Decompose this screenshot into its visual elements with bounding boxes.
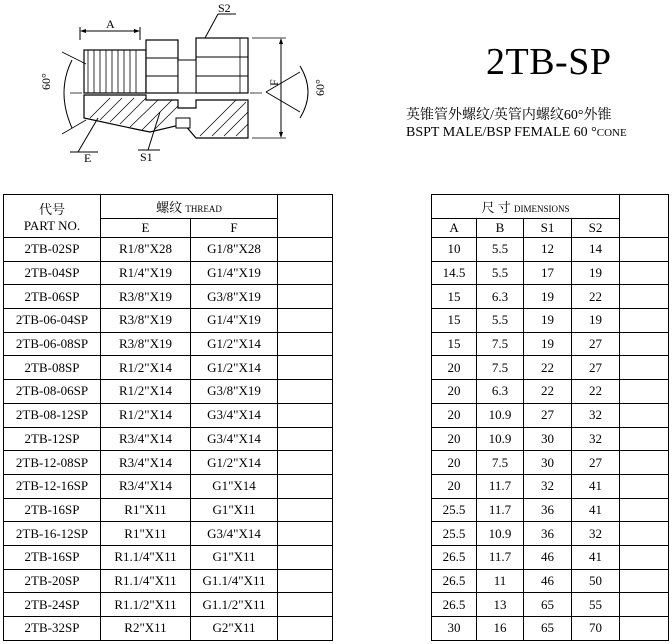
cell-dim-b: 10.9: [477, 522, 524, 546]
cell-dim-b: 6.3: [477, 380, 524, 404]
table-row: [4, 285, 669, 309]
cell-dim-a: 20: [432, 474, 477, 498]
cell-blank: [278, 522, 333, 546]
cell-part-no: 2TB-06-08SP: [4, 332, 101, 356]
header-dims-en: DIMENSIONS: [514, 204, 570, 214]
cell-dim-s2: 41: [572, 498, 620, 522]
cell-blank: [278, 332, 333, 356]
cell-dim-s2: 32: [572, 427, 620, 451]
cell-blank: [278, 617, 333, 641]
cell-dim-b: 7.5: [477, 332, 524, 356]
cell-dim-s2: 19: [572, 309, 620, 333]
cell-dim-b: 11.7: [477, 474, 524, 498]
cell-blank: [278, 593, 333, 617]
cell-gap: [333, 522, 432, 546]
cell-dim-a: 14.5: [432, 261, 477, 285]
table-row: [4, 522, 669, 546]
cell-blank: [278, 545, 333, 569]
cell-blank: [620, 332, 669, 356]
cell-dim-b: 10.9: [477, 403, 524, 427]
table-row: [4, 569, 669, 593]
cell-thread-e: R3/4"X14: [101, 451, 191, 475]
dim-f-label: F: [267, 79, 281, 86]
cell-part-no: 2TB-08-12SP: [4, 403, 101, 427]
cell-blank: [278, 380, 333, 404]
angle-right-label: 60°: [313, 79, 327, 96]
table-row: [4, 332, 669, 356]
cell-thread-f: G3/8"X19: [191, 380, 278, 404]
cell-thread-e: R2"X11: [101, 617, 191, 641]
cell-dim-b: 16: [477, 617, 524, 641]
cell-dim-s1: 17: [524, 261, 572, 285]
table-row: [4, 474, 669, 498]
cell-thread-e: R1"X11: [101, 498, 191, 522]
cell-dim-a: 20: [432, 427, 477, 451]
table-row: [4, 238, 669, 262]
cell-thread-f: G3/4"X14: [191, 522, 278, 546]
cell-dim-s2: 22: [572, 380, 620, 404]
english-description-sub: CONE: [596, 127, 627, 139]
cell-part-no: 2TB-12-16SP: [4, 474, 101, 498]
cell-gap: [333, 238, 432, 262]
cell-dim-s2: 27: [572, 356, 620, 380]
table-row: [4, 545, 669, 569]
cell-thread-f: G2"X11: [191, 617, 278, 641]
table-row: [4, 498, 669, 522]
cell-dim-s2: 70: [572, 617, 620, 641]
cell-blank: [278, 427, 333, 451]
table-row: [4, 403, 669, 427]
chinese-description: 英锥管外螺纹/英管内螺纹60°外锥: [406, 108, 612, 123]
dim-a-label: A: [106, 17, 115, 31]
cell-gap: [333, 380, 432, 404]
cell-part-no: 2TB-16-12SP: [4, 522, 101, 546]
cell-part-no: 2TB-16SP: [4, 498, 101, 522]
header-col-e: E: [101, 219, 191, 238]
cell-thread-f: G3/8"X19: [191, 285, 278, 309]
header-col-s2: S2: [572, 219, 620, 238]
header-thread-en: THREAD: [185, 204, 222, 214]
header-thread-cn: 螺纹: [156, 200, 183, 215]
cell-thread-f: G1/2"X14: [191, 356, 278, 380]
cell-thread-f: G1/2"X14: [191, 451, 278, 475]
cell-dim-s1: 65: [524, 593, 572, 617]
header-col-b: B: [477, 219, 524, 238]
header-blank-1: [278, 195, 333, 238]
dim-s2-label: S2: [218, 1, 231, 15]
cell-part-no: 2TB-12SP: [4, 427, 101, 451]
header-blank-2: [620, 195, 669, 238]
cell-blank: [278, 451, 333, 475]
cell-thread-e: R3/8"X19: [101, 309, 191, 333]
cell-dim-b: 11: [477, 569, 524, 593]
cell-dim-a: 20: [432, 403, 477, 427]
cell-gap: [333, 617, 432, 641]
cell-dim-s1: 30: [524, 427, 572, 451]
cell-dim-b: 10.9: [477, 427, 524, 451]
cell-thread-f: G1"X11: [191, 498, 278, 522]
table-row: [4, 380, 669, 404]
cell-gap: [333, 545, 432, 569]
cell-dim-a: 15: [432, 332, 477, 356]
cell-blank: [620, 238, 669, 262]
header-code-en: PART NO.: [23, 217, 81, 233]
cell-thread-e: R1/4"X19: [101, 261, 191, 285]
cell-blank: [620, 522, 669, 546]
cell-gap: [333, 427, 432, 451]
cell-thread-e: R1.1/2"X11: [101, 593, 191, 617]
cell-thread-e: R3/8"X19: [101, 285, 191, 309]
header-gap: [333, 195, 432, 238]
cell-blank: [278, 474, 333, 498]
cell-part-no: 2TB-16SP: [4, 545, 101, 569]
cell-part-no: 2TB-06-04SP: [4, 309, 101, 333]
cell-dim-s1: 22: [524, 380, 572, 404]
cell-dim-a: 26.5: [432, 569, 477, 593]
cell-blank: [278, 498, 333, 522]
table-row: [4, 593, 669, 617]
cell-thread-e: R1/2"X14: [101, 403, 191, 427]
header-col-a: A: [432, 219, 477, 238]
cell-dim-a: 26.5: [432, 545, 477, 569]
cell-dim-a: 15: [432, 309, 477, 333]
cell-dim-s2: 27: [572, 332, 620, 356]
cell-dim-s1: 65: [524, 617, 572, 641]
cell-thread-e: R1/8"X28: [101, 238, 191, 262]
cell-blank: [620, 451, 669, 475]
cell-dim-s1: 22: [524, 356, 572, 380]
cell-gap: [333, 309, 432, 333]
cell-dim-s1: 32: [524, 474, 572, 498]
table-row: [4, 261, 669, 285]
cell-blank: [620, 545, 669, 569]
header-col-s1: S1: [524, 219, 572, 238]
cell-dim-s1: 30: [524, 451, 572, 475]
cell-blank: [620, 498, 669, 522]
cell-dim-s1: 19: [524, 309, 572, 333]
dim-s1-label: S1: [140, 150, 153, 164]
cell-part-no: 2TB-20SP: [4, 569, 101, 593]
cell-thread-e: R1/2"X14: [101, 380, 191, 404]
cell-blank: [278, 569, 333, 593]
cell-thread-e: R3/4"X14: [101, 474, 191, 498]
cell-dim-a: 30: [432, 617, 477, 641]
cell-blank: [278, 261, 333, 285]
table-row: [4, 309, 669, 333]
cell-thread-f: G1.1/4"X11: [191, 569, 278, 593]
cell-gap: [333, 403, 432, 427]
cell-dim-a: 15: [432, 285, 477, 309]
cell-dim-b: 5.5: [477, 309, 524, 333]
dim-e-label: E: [84, 151, 92, 165]
cell-part-no: 2TB-32SP: [4, 617, 101, 641]
cell-blank: [278, 403, 333, 427]
cell-dim-b: 7.5: [477, 356, 524, 380]
table-row: [4, 451, 669, 475]
cell-blank: [620, 380, 669, 404]
cell-dim-s1: 12: [524, 238, 572, 262]
cell-thread-f: G3/4"X14: [191, 403, 278, 427]
dimensions-table: [3, 194, 669, 641]
cell-dim-a: 10: [432, 238, 477, 262]
cell-part-no: 2TB-04SP: [4, 261, 101, 285]
cell-part-no: 2TB-08SP: [4, 356, 101, 380]
cell-part-no: 2TB-12-08SP: [4, 451, 101, 475]
cell-gap: [333, 356, 432, 380]
cell-thread-e: R1.1/4"X11: [101, 545, 191, 569]
cell-thread-e: R1"X11: [101, 522, 191, 546]
cell-dim-a: 20: [432, 356, 477, 380]
cell-blank: [620, 261, 669, 285]
cell-part-no: 2TB-08-06SP: [4, 380, 101, 404]
cell-dim-s1: 46: [524, 569, 572, 593]
cell-dim-s1: 36: [524, 498, 572, 522]
cell-blank: [278, 309, 333, 333]
header-dimensions: [432, 195, 620, 219]
english-description: [406, 125, 627, 141]
angle-left-label: 60°: [39, 73, 53, 90]
cell-gap: [333, 332, 432, 356]
cell-dim-b: 5.5: [477, 238, 524, 262]
cell-gap: [333, 474, 432, 498]
cell-blank: [278, 356, 333, 380]
cell-dim-s1: 27: [524, 403, 572, 427]
cell-dim-b: 5.5: [477, 261, 524, 285]
cell-blank: [620, 403, 669, 427]
cell-thread-f: G1"X11: [191, 545, 278, 569]
table-row: [4, 617, 669, 641]
table-row: [4, 356, 669, 380]
cell-dim-s2: 22: [572, 285, 620, 309]
cell-thread-f: G3/4"X14: [191, 427, 278, 451]
cell-dim-b: 7.5: [477, 451, 524, 475]
cell-blank: [620, 569, 669, 593]
cell-gap: [333, 593, 432, 617]
cell-dim-a: 26.5: [432, 593, 477, 617]
header-thread: [101, 195, 278, 219]
header-part-no: [4, 195, 101, 238]
cell-dim-a: 25.5: [432, 522, 477, 546]
cell-dim-s1: 19: [524, 332, 572, 356]
cell-dim-s2: 55: [572, 593, 620, 617]
cell-gap: [333, 569, 432, 593]
cell-gap: [333, 498, 432, 522]
cell-dim-b: 11.7: [477, 498, 524, 522]
cell-dim-a: 20: [432, 380, 477, 404]
cell-dim-b: 6.3: [477, 285, 524, 309]
cell-dim-s1: 46: [524, 545, 572, 569]
cell-thread-e: R1/2"X14: [101, 356, 191, 380]
table-row: [4, 427, 669, 451]
cell-dim-s2: 27: [572, 451, 620, 475]
header-col-f: F: [191, 219, 278, 238]
fitting-drawing: [0, 0, 672, 190]
cell-blank: [278, 285, 333, 309]
cell-dim-s2: 32: [572, 522, 620, 546]
cell-part-no: 2TB-02SP: [4, 238, 101, 262]
cell-part-no: 2TB-24SP: [4, 593, 101, 617]
cell-part-no: 2TB-06SP: [4, 285, 101, 309]
model-title: 2TB-SP: [486, 41, 612, 83]
cell-blank: [620, 617, 669, 641]
cell-gap: [333, 261, 432, 285]
cell-thread-e: R1.1/4"X11: [101, 569, 191, 593]
cell-thread-f: G1/4"X19: [191, 309, 278, 333]
cell-thread-f: G1/2"X14: [191, 332, 278, 356]
english-description-main: BSPT MALE/BSP FEMALE 60 °: [406, 125, 597, 140]
cell-dim-b: 13: [477, 593, 524, 617]
cell-blank: [278, 238, 333, 262]
cell-thread-e: R3/4"X14: [101, 427, 191, 451]
cell-thread-f: G1/8"X28: [191, 238, 278, 262]
cell-dim-s2: 19: [572, 261, 620, 285]
cell-dim-s2: 14: [572, 238, 620, 262]
cell-blank: [620, 356, 669, 380]
cell-thread-e: R3/8"X19: [101, 332, 191, 356]
cell-gap: [333, 285, 432, 309]
header-code-cn: 代号: [38, 201, 65, 217]
cell-dim-b: 11.7: [477, 545, 524, 569]
cell-blank: [620, 309, 669, 333]
cell-dim-a: 25.5: [432, 498, 477, 522]
cell-blank: [620, 285, 669, 309]
cell-blank: [620, 427, 669, 451]
cell-dim-s2: 50: [572, 569, 620, 593]
cell-dim-s2: 41: [572, 545, 620, 569]
cell-gap: [333, 451, 432, 475]
cell-thread-f: G1"X14: [191, 474, 278, 498]
header-dims-cn: 尺 寸: [481, 200, 511, 215]
cell-thread-f: G1.1/2"X11: [191, 593, 278, 617]
cell-thread-f: G1/4"X19: [191, 261, 278, 285]
cell-dim-s1: 36: [524, 522, 572, 546]
cell-dim-s1: 19: [524, 285, 572, 309]
cell-blank: [620, 474, 669, 498]
cell-dim-s2: 41: [572, 474, 620, 498]
cell-blank: [620, 593, 669, 617]
cell-dim-s2: 32: [572, 403, 620, 427]
cell-dim-a: 20: [432, 451, 477, 475]
